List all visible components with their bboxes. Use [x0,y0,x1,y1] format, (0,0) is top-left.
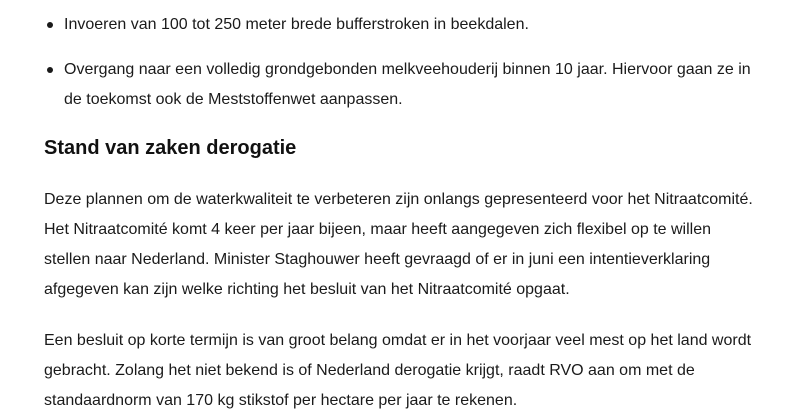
section-heading: Stand van zaken derogatie [44,137,297,159]
bullet-dot-icon [47,22,53,28]
list-item-text: Invoeren van 100 tot 250 meter brede bufferstroken in beekdalen. [64,16,529,33]
list-item [44,55,759,115]
list-item [44,10,759,40]
list-item-text: Overgang naar een volledig grondgebonden melkveehouderij binnen 10 jaar. Hiervoor gaan ze in de toekomst ook de Meststoffenwet aanpassen. [64,61,751,108]
paragraph-nitraatcomite: Deze plannen om de waterkwaliteit te verbeteren zijn onlangs gepresenteerd voor het Nitraatcomité. Het Nitraatcomité komt 4 keer per jaar bijeen, maar heeft aangegeven zich flexibel op te willen stellen naar Nederland. Minister Staghouwer heeft gevraagd of er in juni een intentieverklaring afgegeven kan zijn welke richting het besluit van het Nitraatcomité opgaat. [44,191,753,298]
bullet-dot-icon [47,67,53,73]
paragraph-besluit: Een besluit op korte termijn is van groot belang omdat er in het voorjaar veel mest op het land wordt gebracht. Zolang het niet bekend is of Nederland derogatie krijgt, raadt RVO aan om met de standaardnorm van 170 kg stikstof per hectare per jaar te rekenen. [44,332,752,409]
bullet-list [44,10,759,130]
